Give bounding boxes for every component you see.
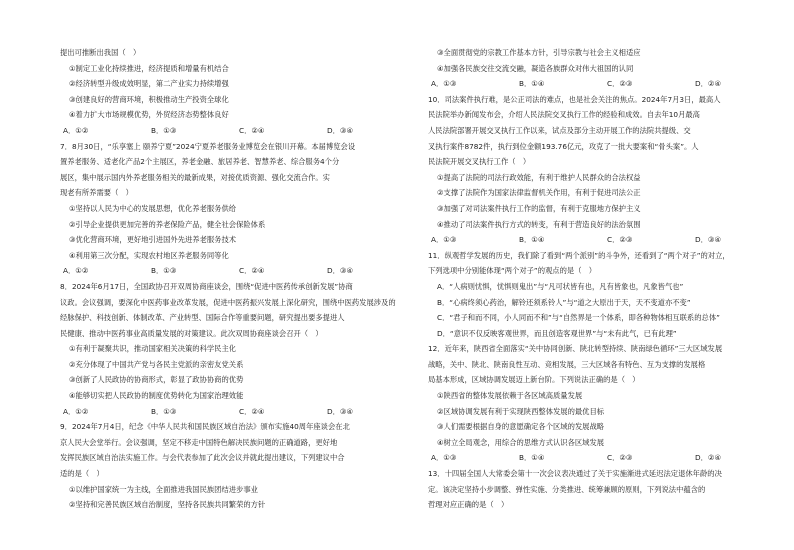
choice-statement: ④着力扩大市场规模优势，外贸经济态势整体良好 xyxy=(69,110,229,120)
question-text-line: 置养老服务、适老化产品2个主展区，养老金融、旅居养老、智慧养老、综合服务4个分 xyxy=(60,157,340,167)
answer-option: B．①④ xyxy=(519,453,545,463)
question-text-line: 议政。会议强调，要深化中医药事业改革发展，促进中医药振兴发展上深化研究，围绕中医药发展涉及的 xyxy=(60,297,396,307)
question-text-line: 人民法院部署开展交叉执行工作以来，试点及部分主动开展工作的法院共提级、交 xyxy=(428,125,691,135)
choice-statement: ③人们需要根据自身的意愿确定各个区域的发展战略 xyxy=(437,422,605,432)
choice-statement: ④推动了司法案件执行方式的转变，有利于营造良好的法治氛围 xyxy=(437,219,641,229)
answer-option: D．③④ xyxy=(327,266,353,276)
answer-option: C．②④ xyxy=(239,266,265,276)
choice-statement: ②经济转型升级成效明显，第二产业实力持续增强 xyxy=(69,79,229,89)
choice-statement: ②引导企业提供更加完善的养老保险产品，健全社会保险体系 xyxy=(69,219,266,229)
question-text-line: 局基本形成，区域协调发展迈上新台阶。下列说法正确的是（ ） xyxy=(428,375,640,385)
answer-option: B．①③ xyxy=(151,406,177,416)
answer-option: A．①③ xyxy=(431,79,457,89)
question-text-line: 提出可推断出我国（ ） xyxy=(60,48,141,57)
choice-statement: ①提高了法院的司法行政效能，有利于维护人民群众的合法权益 xyxy=(437,172,641,182)
question-text-line: 10．司法案件执行难，是公正司法的难点，也是社会关注的焦点。2024年7月3日，最高人 xyxy=(428,94,721,104)
answer-option: B．①④ xyxy=(519,79,545,89)
choice-statement: ③优化营商环境，更好地引进国外先进养老服务技术 xyxy=(69,235,237,245)
left-column xyxy=(60,45,412,513)
choice-statement: ③全面贯彻党的宗教工作基本方针，引导宗教与社会主义相适应 xyxy=(437,48,641,57)
question-text-line: 适的是（ ） xyxy=(60,469,104,479)
question-text-line: 展区，集中展示国内外养老服务相关的最新成果，对接优质资源、强化交流合作。实 xyxy=(60,172,330,182)
answer-option: A．①③ xyxy=(431,453,457,463)
answer-option: A．①② xyxy=(63,406,89,416)
right-column xyxy=(428,45,780,513)
answer-options xyxy=(60,123,412,139)
answer-option: C．②③ xyxy=(607,453,633,463)
choice-statement: ①制定工业化持续推进，经济提质和增量有机结合 xyxy=(69,63,229,73)
answer-option: D．②④ xyxy=(695,453,721,463)
choice-statement: ②区域协调发展有利于实现陕西整体发展的最优目标 xyxy=(437,406,605,416)
answer-option: A．①② xyxy=(63,266,89,276)
question-text-line: 发挥民族区域自治法实施工作。与会代表参加了此次会议并就此提出建议，下列建议中合 xyxy=(60,453,345,463)
answer-options xyxy=(428,450,780,466)
choice-statement: ③创新了人民政协的协商形式，彰显了政协协商的优势 xyxy=(69,375,244,385)
choice-statement: ④加强各民族交往交流交融，凝造各族群众对伟大祖国的认同 xyxy=(437,63,634,73)
choice-statement: A．“人病则忧惧，忧惧则鬼出”与“凡可状皆有也，凡有皆象也，凡象皆气也” xyxy=(437,281,684,291)
choice-statement: ④树立全局观念，用综合的思维方式认识各区域发展 xyxy=(437,437,605,447)
answer-option: A．①② xyxy=(63,125,89,135)
choice-statement: ③创建良好的营商环境，积极推动生产投资全球化 xyxy=(69,94,229,104)
choice-statement: ①有利于凝聚共识，推动国家相关决策的科学民主化 xyxy=(69,344,237,354)
answer-option: B．①③ xyxy=(151,266,177,276)
question-text-line: 8．2024年6月17日，全国政协召开双周协商座谈会，围绕“促进中医药传承创新发展”协商 xyxy=(60,281,353,291)
answer-options xyxy=(60,404,412,420)
answer-option: D．③④ xyxy=(327,406,353,416)
answer-option: C．②④ xyxy=(239,406,265,416)
answer-option: D．③④ xyxy=(327,125,353,135)
answer-option: B．①④ xyxy=(519,235,545,245)
choice-statement: ②坚持和完善民族区域自治制度，坚持各民族共同繁荣的方针 xyxy=(69,500,266,510)
answer-options xyxy=(428,232,780,248)
question-text-line: 京人民大会堂举行。会议强调，坚定不移走中国特色解决民族问题的正确道路，更好地 xyxy=(60,437,338,447)
question-text-line: 11．纵观哲学发展的历史，我们除了看到“两个派别”的斗争外，还看到了“两个对子”的对立， xyxy=(428,250,730,260)
choice-statement: C．“君子和而不同，小人同而不和”与“自然界是一个体系，即各种物体相互联系的总体” xyxy=(437,313,720,323)
question-text-line: 下列选项中分别能体现“两个对子”的观点的是（ ） xyxy=(428,266,597,276)
choice-statement: ④能够切实把人民政协的制度优势转化为国家治理效能 xyxy=(69,391,244,401)
choice-statement: ②支撑了法院作为国家法律监督机关作用，有利于促进司法公正 xyxy=(437,188,641,198)
answer-option: C．②③ xyxy=(607,79,633,89)
question-text-line: 7．8月30日，“乐享塞上 颐养宁夏”2024宁夏养老服务业博览会在银川开幕。本届博览会设 xyxy=(60,141,356,151)
question-text-line: 哲理对应正确的是（ ） xyxy=(428,500,509,510)
answer-option: A．①③ xyxy=(431,235,457,245)
question-text-line: 民健康、推动中医药事业高质量发展的对策建议。此次双周协商座谈会召开（ ） xyxy=(60,328,323,338)
choice-statement: ①以维护国家统一为主线，全面推进我国民族团结进步事业 xyxy=(69,484,258,494)
answer-option: C．②④ xyxy=(239,125,265,135)
answer-option: B．①③ xyxy=(151,125,177,135)
choice-statement: D．“意识不仅反映客观世界，而且创造客观世界”与“未有此气，已有此理” xyxy=(437,328,677,338)
question-text-line: 战略，关中、陕北、陕南良性互动、竞相发展，三大区域各有特色、互为支撑的发展格 xyxy=(428,359,706,369)
question-text-line: 9．2024年7月4日，纪念《中华人民共和国民族区域自治法》颁布实施40周年座谈会在北 xyxy=(60,422,350,432)
answer-option: C．②③ xyxy=(607,235,633,245)
question-text-line: 12．近年来，陕西省全面落实“关中协同创新、陕北转型持续、陕南绿色循环”三大区域发展 xyxy=(428,344,723,354)
answer-option: D．③④ xyxy=(695,235,721,245)
choice-statement: ④利用第三次分配，实现农村地区养老服务同等化 xyxy=(69,250,229,260)
answer-options xyxy=(60,263,412,279)
choice-statement: ①坚持以人民为中心的发展思想，优化养老服务供给 xyxy=(69,203,237,213)
answer-option: D．②④ xyxy=(695,79,721,89)
question-text-line: 定。该决定坚持小步调整、弹性实施、分类推进、统筹兼顾的原则，下列说法中蕴含的 xyxy=(428,484,706,494)
question-text-line: 现老有所养需要（ ） xyxy=(60,188,133,198)
question-text-line: 13．十四届全国人大常委会第十一次会议表决通过了关于实施渐进式延迟法定退休年龄的决 xyxy=(428,469,722,479)
question-text-line: 经脉保护、科技创新、体制改革、产业转型、国际合作等重要问题，研究提出要多提进人 xyxy=(60,313,345,323)
question-text-line: 民法院举办新闻发布会，介绍人民法院交叉执行工作的经验和成效。自去年10月最高 xyxy=(428,110,700,120)
choice-statement: B．“心病终须心药治，解铃还须系铃人”与“道之大原出于天，天不变道亦不变” xyxy=(437,297,691,307)
choice-statement: ②充分体现了中国共产党与各民主党派的亲密友党关系 xyxy=(69,359,244,369)
question-text-line: 叉执行案件8782件，执行到位金额193.76亿元，攻克了一批大要案和“骨头案”。人 xyxy=(428,141,699,151)
question-text-line: 民法院开展交叉执行工作（ ） xyxy=(428,157,531,167)
choice-statement: ③加强了对司法案件执行工作的监督，有利于克服地方保护主义 xyxy=(437,203,641,213)
choice-statement: ①陕西省的整体发展依赖于各区域高质量发展 xyxy=(437,391,583,401)
answer-options xyxy=(428,76,780,92)
